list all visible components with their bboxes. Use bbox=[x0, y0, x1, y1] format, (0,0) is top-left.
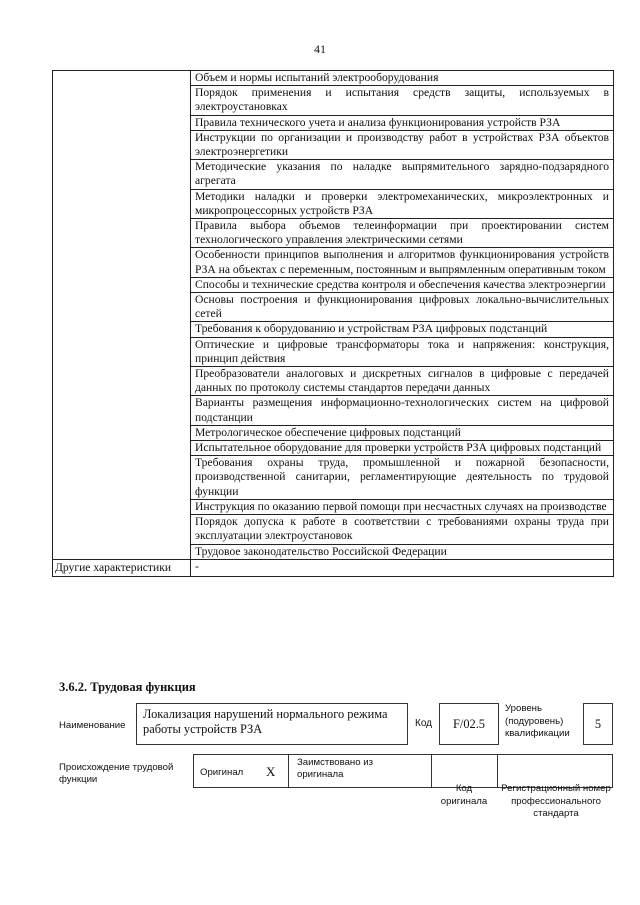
page-number: 41 bbox=[314, 42, 326, 56]
function-code-value: F/02.5 bbox=[439, 703, 499, 745]
requirement-item: Трудовое законодательство Российской Федерации bbox=[191, 544, 614, 559]
code-label: Код bbox=[415, 718, 433, 729]
qualification-level-label: Уровень (подуровень) квалификации bbox=[505, 703, 570, 739]
requirement-item: Инструкции по организации и производству работ в устройствах РЗА объектов электроэнергетики bbox=[191, 130, 614, 159]
table-row bbox=[53, 71, 614, 86]
function-name-value: Локализация нарушений нормального режима работы устройств РЗА bbox=[136, 703, 408, 745]
requirement-item: Инструкция по оказанию первой помощи при несчастных случаях на производстве bbox=[191, 499, 614, 514]
origin-label: Происхождение трудовой функции bbox=[59, 762, 174, 785]
requirement-item: Метрологическое обеспечение цифровых подстанций bbox=[191, 425, 614, 440]
caption-registration-number: Регистрационный номер профессионального стандарта bbox=[501, 783, 611, 819]
requirement-item: Способы и технические средства контроля и обеспечения качества электроэнергии bbox=[191, 277, 614, 292]
original-mark: X bbox=[266, 764, 276, 779]
requirement-item: Порядок допуска к работе в соответствии с требованиями охраны труда при эксплуатации электроустановок bbox=[191, 515, 614, 544]
name-label: Наименование bbox=[59, 720, 126, 731]
table-row bbox=[53, 559, 614, 576]
qualification-level-value: 5 bbox=[583, 703, 613, 745]
section-title: 3.6.2. Трудовая функция bbox=[59, 680, 196, 694]
requirement-item: Оптические и цифровые трансформаторы тока и напряжения: конструкция, принцип действия bbox=[191, 337, 614, 366]
left-column-cell bbox=[53, 71, 191, 560]
original-label: Оригинал bbox=[200, 767, 244, 778]
requirement-item: Варианты размещения информационно-технологических систем на цифровой подстанции bbox=[191, 396, 614, 425]
requirement-item: Методики наладки и проверки электромеханических, микроэлектронных и микропроцессорных устройств РЗА bbox=[191, 189, 614, 218]
requirement-item: Основы построения и функционирования цифровых локально-вычислительных сетей bbox=[191, 293, 614, 322]
requirement-item: Правила выбора объемов телеинформации при проектировании систем технологического управления электрическими сетями bbox=[191, 219, 614, 248]
requirement-item: Требования к оборудованию и устройствам РЗА цифровых подстанций bbox=[191, 322, 614, 337]
knowledge-requirements-table bbox=[52, 70, 614, 577]
other-characteristics-value: - bbox=[191, 559, 614, 576]
requirement-item: Порядок применения и испытания средств защиты, используемых в электроустановках bbox=[191, 86, 614, 115]
requirement-item: Особенности принципов выполнения и алгоритмов функционирования устройств РЗА на объектах с переменным, постоянным и выпрямленным оперативным током bbox=[191, 248, 614, 277]
requirement-item: Испытательное оборудование для проверки устройств РЗА цифровых подстанций bbox=[191, 441, 614, 456]
requirement-item: Правила технического учета и анализа функционирования устройств РЗА bbox=[191, 115, 614, 130]
other-characteristics-label: Другие характеристики bbox=[53, 559, 191, 576]
requirement-item: Методические указания по наладке выпрямительного зарядно-подзарядного агрегата bbox=[191, 160, 614, 189]
origin-original-cell bbox=[194, 755, 289, 787]
requirement-item: Объем и нормы испытаний электрооборудования bbox=[191, 71, 614, 86]
origin-borrowed-cell bbox=[289, 755, 432, 787]
requirement-item: Преобразователи аналоговых и дискретных сигналов в цифровые с передачей данных по протоколу системы стандартов передачи данных bbox=[191, 367, 614, 396]
borrowed-label: Заимствовано из оригинала bbox=[297, 757, 373, 780]
caption-code-original: Код оригинала bbox=[440, 783, 488, 807]
requirement-item: Требования охраны труда, промышленной и пожарной безопасности, производственной санитарии, регламентирующие деятельность по трудовой функции bbox=[191, 456, 614, 500]
